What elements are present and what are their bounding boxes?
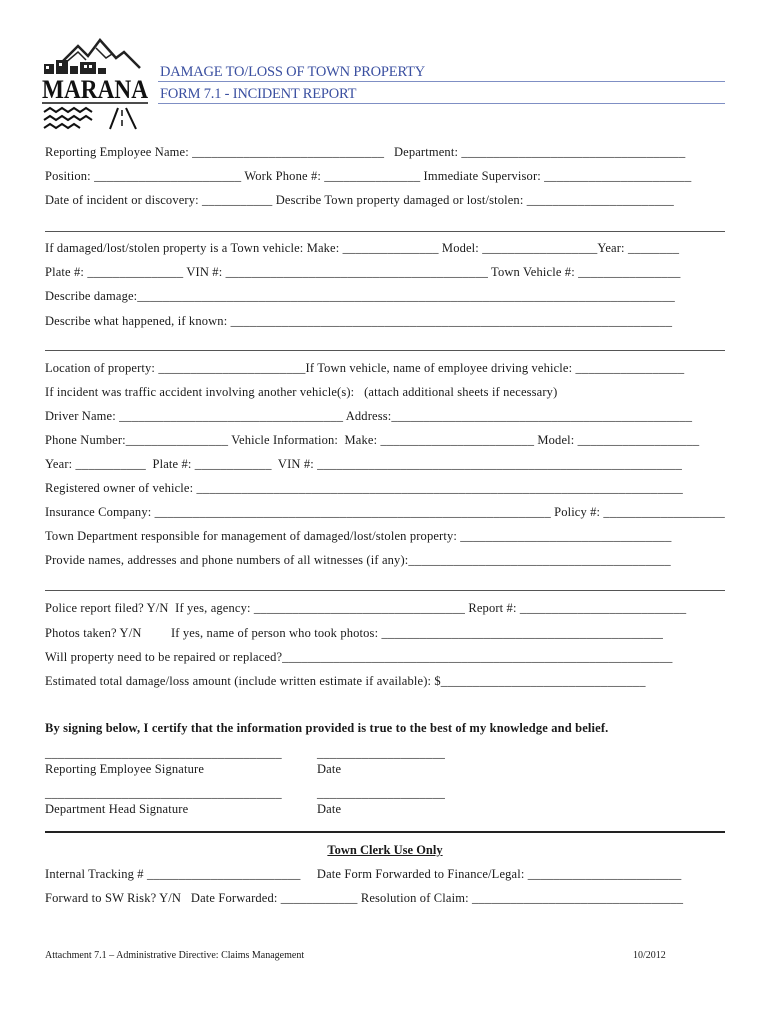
describe-what-happened-field[interactable]: Describe what happened, if known: _____________________________________________________________________ [45,314,673,328]
other-phone-vehicle-field[interactable]: Phone Number:________________ Vehicle Information: Make: ________________________ Model: ___________________ [45,433,700,447]
photos-taken-field[interactable]: Photos taken? Y/N If yes, name of person who took photos: ____________________________________________ [45,626,664,640]
employee-signature-line[interactable]: _____________________________________ [45,746,282,760]
marana-logo [40,36,152,130]
repair-replace-field[interactable]: Will property need to be repaired or replaced?_____________________________________________________________ [45,650,673,664]
other-year-plate-vin-field[interactable]: Year: ___________ Plate #: ____________ VIN #: _________________________________________________________ [45,457,682,471]
responsible-department-field[interactable]: Town Department responsible for management of damaged/lost/stolen property: _________________________________ [45,529,672,543]
clerk-section-heading: Town Clerk Use Only [327,843,443,857]
subtitle-rule [158,103,725,104]
employee-date-line[interactable]: ____________________ [317,746,445,760]
certification-statement: By signing below, I certify that the information provided is true to the best of my knowledge and belief. [45,721,609,735]
blank-answer-line[interactable] [45,350,725,351]
section-divider [45,831,725,833]
title-rule [158,81,725,82]
incident-date-description-field[interactable]: Date of incident or discovery: ___________ Describe Town property damaged or lost/stolen: _______________________ [45,193,674,207]
insurance-policy-field[interactable]: Insurance Company: ______________________________________________________________ Policy #: ___________________ [45,505,725,519]
describe-damage-field[interactable]: Describe damage:____________________________________________________________________________________ [45,289,675,303]
position-phone-supervisor-field[interactable]: Position: _______________________ Work Phone #: _______________ Immediate Supervisor: _______________________ [45,169,692,183]
department-head-signature-line[interactable]: _____________________________________ [45,786,282,800]
registered-owner-field[interactable]: Registered owner of vehicle: ____________________________________________________________________________ [45,481,683,495]
logo-wordmark: MARANA [42,75,149,104]
blank-answer-line[interactable] [45,590,725,591]
other-driver-name-address-field[interactable]: Driver Name: ___________________________________ Address:_______________________________________________ [45,409,693,423]
footer-date: 10/2012 [633,950,666,961]
sw-risk-forward-field[interactable]: Forward to SW Risk? Y/N Date Forwarded: ____________ Resolution of Claim: _________________________________ [45,891,684,905]
town-vehicle-make-model-year-field[interactable]: If damaged/lost/stolen property is a Town vehicle: Make: _______________ Model: __________________Year: ________ [45,241,680,255]
form-subtitle: FORM 7.1 - INCIDENT REPORT [160,86,357,102]
location-driver-field[interactable]: Location of property: _______________________If Town vehicle, name of employee driving vehicle: _________________ [45,361,685,375]
witnesses-field[interactable]: Provide names, addresses and phone numbers of all witnesses (if any):_________________________________________ [45,553,671,567]
department-head-date-label: Date [317,802,342,816]
internal-tracking-field[interactable]: Internal Tracking # ________________________ Date Form Forwarded to Finance/Legal: ________________________ [45,867,682,881]
department-head-date-line[interactable]: ____________________ [317,786,445,800]
employee-date-label: Date [317,762,342,776]
footer-attachment-label: Attachment 7.1 – Administrative Directive: Claims Management [45,950,305,961]
plate-vin-vehicle-number-field[interactable]: Plate #: _______________ VIN #: _________________________________________ Town Vehicle #: ________________ [45,265,681,279]
employee-signature-label: Reporting Employee Signature [45,762,205,776]
traffic-accident-note: If incident was traffic accident involving another vehicle(s): (attach additional sheets if necessary) [45,385,558,399]
employee-name-department-field[interactable]: Reporting Employee Name: ______________________________ Department: ___________________________________ [45,145,686,159]
police-report-field[interactable]: Police report filed? Y/N If yes, agency: _________________________________ Report #: __________________________ [45,601,687,615]
form-title: DAMAGE TO/LOSS OF TOWN PROPERTY [160,64,425,80]
blank-answer-line[interactable] [45,231,725,232]
department-head-signature-label: Department Head Signature [45,802,189,816]
estimated-amount-field[interactable]: Estimated total damage/loss amount (include written estimate if available): $________________________________ [45,674,646,688]
